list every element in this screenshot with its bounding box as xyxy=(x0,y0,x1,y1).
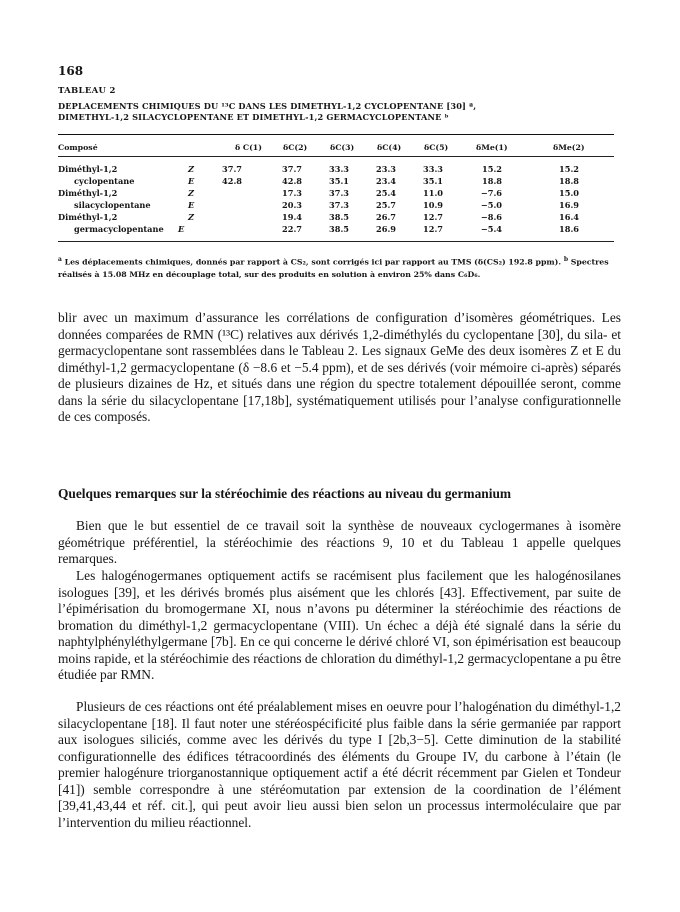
paragraph: Bien que le but essentiel de ce travail soit la synthèse de nouveaux cyclogermanes à isomère géométrique préférentiel, la stéréochimie des réactions 9, 10 et du Tableau 1 appelle quelques remarques. xyxy=(58,518,621,567)
table-caption-line-2: DIMETHYL-1,2 SILACYCLOPENTANE ET DIMETHYL-1,2 GERMACYCLOPENTANE ᵇ xyxy=(58,112,449,122)
cell-me1: −5.4 xyxy=(480,224,502,234)
cell-c1: 37.7 xyxy=(222,164,242,174)
section-heading: Quelques remarques sur la stéréochimie des réactions au niveau du germanium xyxy=(58,486,512,501)
cell-compound: Diméthyl-1,2 xyxy=(58,188,118,198)
footnote-a-mark: a xyxy=(58,256,62,263)
header-c3: δC(3) xyxy=(330,143,355,152)
cell-c3: 37.3 xyxy=(329,188,349,198)
cell-me2: 18.6 xyxy=(559,224,579,234)
footnote-a: Les déplacements chimiques, donnés par rapport à CS₂, sont corrigés ici par rapport au TMS (δ(CS₂) 192.8 ppm). xyxy=(64,257,562,267)
header-me2: δMe(2) xyxy=(553,143,585,152)
cell-c5: 35.1 xyxy=(423,176,443,186)
cell-me2: 16.9 xyxy=(559,200,579,210)
header-c1: δ C(1) xyxy=(235,143,262,152)
cell-c2: 37.7 xyxy=(282,164,302,174)
paragraph: Les halogénogermanes optiquement actifs se racémisent plus facilement que les halogénosilanes isologues [39], et les dérivés bromés plus aisément que les chlorés [43]. Effectivement, par suite de l’épimérisation du bromogermane XI, nous n’avons pu déterminer la stéréochimie des réactions de bromation du diméthyl-1,2 germacyclopentane (VIII). Un échec a déjà été signalé dans la série du naphtylphényléthylgermane [7b]. En ce qui concerne le dérivé chloré VI, son épimérisation est beaucoup moins rapide, et la stéréochimie des réactions de chloration du diméthyl-1,2 germacyclopentane a pu être étudiée par RMN. xyxy=(58,568,621,683)
cell-c4: 23.4 xyxy=(376,176,396,186)
table-caption xyxy=(58,101,618,123)
cell-isomer: Z xyxy=(188,164,194,174)
cell-c3: 37.3 xyxy=(329,200,349,210)
cell-me2: 15.0 xyxy=(559,188,579,198)
cell-me1: 15.2 xyxy=(482,164,502,174)
cell-c4: 23.3 xyxy=(376,164,396,174)
cell-c3: 38.5 xyxy=(329,224,349,234)
cell-isomer: E xyxy=(188,176,195,186)
cell-c2: 42.8 xyxy=(282,176,302,186)
table-header-rule xyxy=(58,156,614,157)
cell-c2: 22.7 xyxy=(282,224,302,234)
cell-me1: 18.8 xyxy=(482,176,502,186)
cell-c4: 25.4 xyxy=(376,188,396,198)
cell-c3: 33.3 xyxy=(329,164,349,174)
header-c5: δC(5) xyxy=(424,143,449,152)
footnote-b: Spectres réalisés à 15.08 MHz en découplage total, sur des produits en solution à environ 25% dans C₆D₆. xyxy=(58,257,609,279)
cell-me2: 16.4 xyxy=(559,212,579,222)
cell-c2: 19.4 xyxy=(282,212,302,222)
table-top-rule xyxy=(58,134,614,135)
header-compose: Composé xyxy=(58,143,98,152)
table-bottom-rule xyxy=(58,241,614,242)
cell-c2: 20.3 xyxy=(282,200,302,210)
cell-me2: 15.2 xyxy=(559,164,579,174)
header-c2: δC(2) xyxy=(283,143,308,152)
cell-c3: 38.5 xyxy=(329,212,349,222)
header-me1: δMe(1) xyxy=(476,143,508,152)
cell-compound: silacyclopentane xyxy=(74,200,151,210)
cell-c4: 26.7 xyxy=(376,212,396,222)
cell-c4: 26.9 xyxy=(376,224,396,234)
table-label: TABLEAU 2 xyxy=(58,86,116,96)
cell-c2: 17.3 xyxy=(282,188,302,198)
cell-c5: 10.9 xyxy=(423,200,443,210)
cell-isomer: E xyxy=(178,224,185,234)
cell-me1: −8.6 xyxy=(480,212,502,222)
cell-compound: Diméthyl-1,2 xyxy=(58,164,118,174)
cell-me1: −5.0 xyxy=(480,200,502,210)
cell-me1: −7.6 xyxy=(480,188,502,198)
cell-compound: Diméthyl-1,2 xyxy=(58,212,118,222)
cell-c3: 35.1 xyxy=(329,176,349,186)
page-number: 168 xyxy=(58,64,84,78)
cell-isomer: E xyxy=(188,200,195,210)
paragraph: Plusieurs de ces réactions ont été préalablement mises en oeuvre pour l’halogénation du diméthyl-1,2 silacyclopentane [18]. Il faut noter une stéréospécificité plus faible dans la série germaniée par rapport aux isologues siliciés, comme avec les dérivés du type I [2b,3−5]. Cette diminution de la stabilité configurationnelle des édifices tétracoordinés des éléments du Groupe IV, du carbone à l’étain (le premier halogénure triorganostannique optiquement actif a été décrit récemment par Gielen et Tondeur [41]) semble correspondre à une stéréomutation par extension de la coordination de l’élément [39,41,43,44 et réf. cit.], qui peut avoir lieu aussi bien selon un processus intermoléculaire que par l’intervention du milieu réactionnel. xyxy=(58,699,621,830)
paragraph: blir avec un maximum d’assurance les corrélations de configuration d’isomères géométriques. Les données comparées de RMN (¹³C) relatives aux dérivés 1,2-diméthylés du cyclopentane [30], du sila- et germacyclopentane sont rassemblées dans le Tableau 2. Les signaux GeMe des deux isomères Z et E du diméthyl-1,2 germacyclopentane (δ −8.6 et −5.4 ppm), et de ses dérivés (voir mémoire ci-après) séparés de plusieurs dizaines de Hz, et situés dans une région du spectre totalement dépouillée seront, comme dans la série du silacyclopentane [17,18b], systématiquement utilisés pour l’analyse configurationnelle de ces composés. xyxy=(58,310,621,425)
footnote-b-mark: b xyxy=(563,256,569,263)
cell-isomer: Z xyxy=(188,188,194,198)
table-caption-line-1: DEPLACEMENTS CHIMIQUES DU ¹³C DANS LES DIMETHYL-1,2 CYCLOPENTANE [30] ª, xyxy=(58,101,477,111)
cell-c5: 11.0 xyxy=(423,188,443,198)
cell-me2: 18.8 xyxy=(559,176,579,186)
cell-c5: 12.7 xyxy=(423,212,443,222)
cell-c4: 25.7 xyxy=(376,200,396,210)
cell-c5: 12.7 xyxy=(423,224,443,234)
cell-compound: cyclopentane xyxy=(74,176,135,186)
cell-isomer: Z xyxy=(188,212,194,222)
header-c4: δC(4) xyxy=(377,143,402,152)
cell-compound: germacyclopentane xyxy=(74,224,164,234)
cell-c1: 42.8 xyxy=(222,176,242,186)
cell-c5: 33.3 xyxy=(423,164,443,174)
table-footnotes xyxy=(58,254,623,281)
